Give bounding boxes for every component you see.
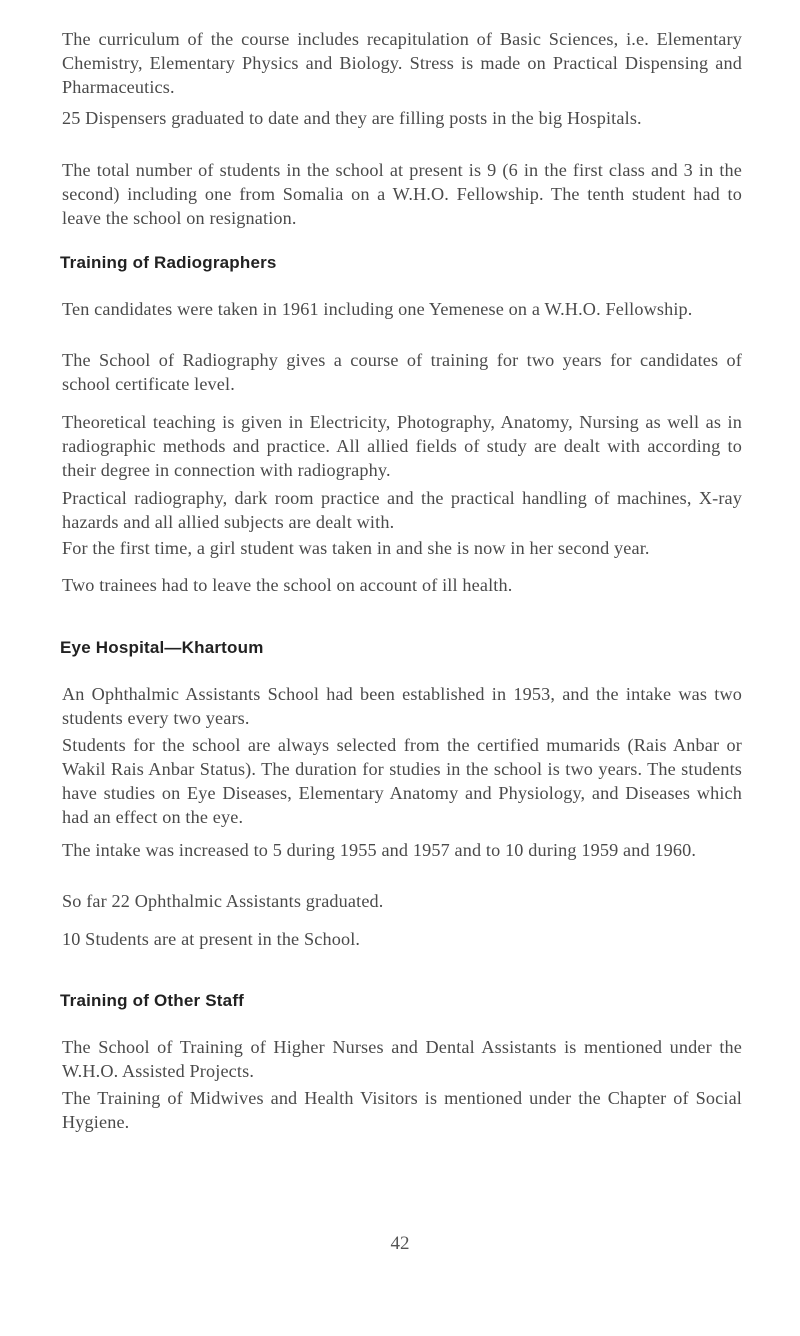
paragraph-girl-student: For the first time, a girl student was taken in and she is now in her second year. (62, 538, 650, 558)
paragraph-total-students: The total number of students in the school at present is 9 (6 in the first class and 3 in the second) including one from Somalia on a W.H.O. Fellowship. The tenth student had to leave the school on resignation. (62, 160, 742, 228)
paragraph-graduated-count: So far 22 Ophthalmic Assistants graduated. (62, 891, 384, 911)
page-number: 42 (390, 1233, 410, 1254)
paragraph-ophthalmic-school: An Ophthalmic Assistants School had been established in 1953, and the intake was two students every two years. (62, 684, 742, 728)
paragraph-dispensers-graduated: 25 Dispensers graduated to date and they are filling posts in the big Hospitals. (62, 108, 642, 128)
paragraph-higher-nurses: The School of Training of Higher Nurses and Dental Assistants is mentioned under the W.H.O. Assisted Projects. (62, 1037, 742, 1081)
paragraph-current-students: 10 Students are at present in the School. (62, 929, 361, 949)
heading-eye-hospital: Eye Hospital—Khartoum (60, 638, 264, 657)
paragraph-radiography-course: The School of Radiography gives a course of training for two years for candidates of school certificate level. (62, 350, 742, 394)
paragraph-practical-radiography: Practical radiography, dark room practice and the practical handling of machines, X-ray hazards and all allied subjects are dealt with. (62, 488, 742, 532)
paragraph-curriculum: The curriculum of the course includes recapitulation of Basic Sciences, i.e. Elementary Chemistry, Elementary Physics and Biology. Stress is made on Practical Dispensing and Pharmaceutics. (62, 29, 742, 97)
paragraph-theoretical-teaching: Theoretical teaching is given in Electricity, Photography, Anatomy, Nursing as well as in radiographic methods and practice. All allied fields of study are dealt with according to their degree in connection with radiography. (62, 412, 742, 480)
paragraph-student-selection: Students for the school are always selected from the certified mumarids (Rais Anbar or Wakil Rais Anbar Status). The duration for studies in the school is two years. The students have studies on Eye Diseases, Elementary Anatomy and Physiology, and Diseases which had an effect on the eye. (62, 735, 742, 827)
paragraph-midwives: The Training of Midwives and Health Visitors is mentioned under the Chapter of Social Hygiene. (62, 1088, 742, 1132)
paragraph-intake-increase: The intake was increased to 5 during 1955 and 1957 and to 10 during 1959 and 1960. (62, 840, 697, 860)
paragraph-trainees-left: Two trainees had to leave the school on account of ill health. (62, 575, 513, 595)
heading-training-radiographers: Training of Radiographers (60, 253, 277, 272)
heading-training-other-staff: Training of Other Staff (60, 991, 245, 1010)
paragraph-radiography-candidates: Ten candidates were taken in 1961 including one Yemenese on a W.H.O. Fellowship. (62, 299, 693, 319)
